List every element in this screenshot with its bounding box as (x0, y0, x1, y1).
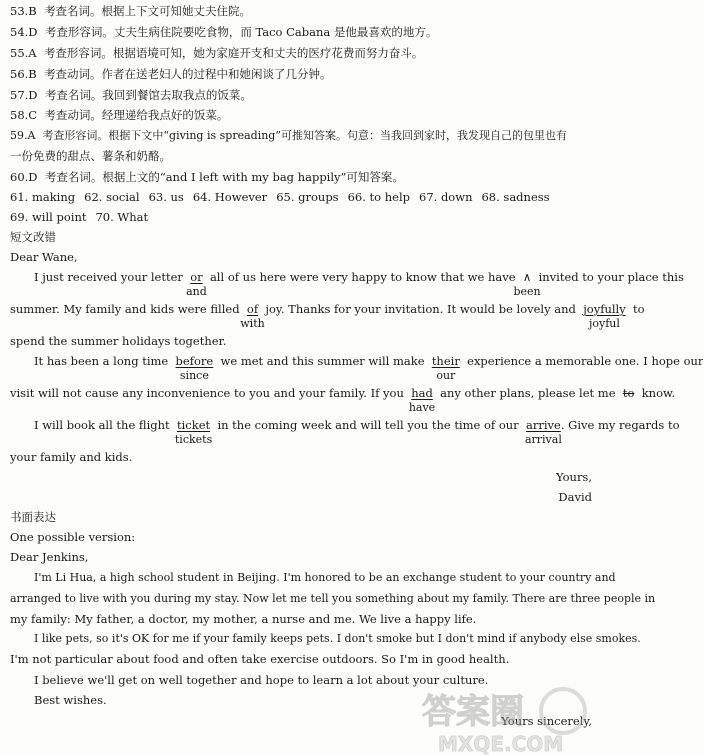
correction-their: their our (431, 354, 460, 382)
correction-closing: Yours, (556, 470, 592, 484)
correction-joyfully: joyfully joyful (583, 302, 626, 330)
correction-line-1: I just received your letter or and all of us here were very happy to know that we have ∧ been invited to your place this (34, 270, 684, 298)
correction-insert-been: ∧ been (513, 270, 541, 298)
correction-before: before since (175, 354, 214, 382)
answer-56: 56.B 考查动词。作者在送老妇人的过程中和她闲谈了几分钟。 (10, 67, 332, 81)
answer-59: 59.A 考查形容词。根据下文中“giving is spreading”可推知答案。句意：当我回到家时，我发现自己的包里也有 (10, 129, 567, 142)
writing-line-3: my family: My father, a doctor, my mother, a nurse and me. We live a happy life. (10, 612, 477, 626)
writing-line-1: I'm Li Hua, a high school student in Beijing. I'm honored to be an exchange student to your country and (34, 571, 616, 584)
watermark-sub: MXQE.COM (438, 732, 564, 755)
correction-line-4: It has been a long time before since we met and this summer will make their our experience a memorable one. I hope our (34, 354, 703, 382)
writing-line-2: arranged to live with you during my stay. Now let me tell you something about my family. There are three people in (10, 592, 656, 605)
writing-line-5: I'm not particular about food and often take exercise outdoors. So I'm in good health. (10, 652, 510, 666)
correction-line-5: visit will not cause any inconvenience to you and your family. If you had have any other plans, please let me to know. (10, 386, 676, 414)
correction-heading: 短文改错 (10, 230, 56, 244)
writing-salutation: Dear Jenkins, (10, 550, 89, 564)
correction-or: or and (186, 270, 207, 298)
correction-signature: David (558, 490, 592, 504)
writing-line-6: I believe we'll get on well together and hope to learn a lot about your culture. (34, 673, 489, 687)
answer-59-cont: 一份免费的甜点、薯条和奶酪。 (10, 149, 171, 163)
correction-line-7: your family and kids. (10, 450, 133, 464)
correction-arrive: arrive arrival (524, 418, 562, 446)
correction-line-3: spend the summer holidays together. (10, 334, 227, 348)
correction-line-2: summer. My family and kids were filled of with joy. Thanks for your invitation. It would be lovely and joyfully joyful to (10, 302, 645, 330)
answer-54: 54.D 考查形容词。丈夫生病住院要吃食物，而 Taco Cabana 是他最喜欢的地方。 (10, 25, 438, 39)
correction-delete-to: to (622, 386, 635, 400)
correction-had: had have (408, 386, 436, 414)
answer-60: 60.D 考查名词。根据上文的“and I left with my bag happily”可知答案。 (10, 170, 404, 184)
answer-57: 57.D 考查名词。我回到餐馆去取我点的饭菜。 (10, 88, 252, 102)
vocab-line-2: 69. will point 70. What (10, 210, 149, 224)
writing-closing: Yours sincerely, (501, 714, 592, 728)
correction-line-6: I will book all the flight ticket tickets in the coming week and will tell you the time of our arrive arrival . Give my regards to (34, 418, 680, 446)
writing-line-7: Best wishes. (34, 693, 107, 707)
answer-58: 58.C 考查动词。经理递给我点好的饭菜。 (10, 108, 229, 122)
correction-of: of with (240, 302, 265, 330)
answer-55: 55.A 考查形容词。根据语境可知，她为家庭开支和丈夫的医疗花费而努力奋斗。 (10, 46, 424, 60)
correction-ticket: ticket tickets (174, 418, 213, 446)
writing-heading: 书面表达 (10, 510, 56, 524)
answer-53: 53.B 考查名词。根据上下文可知她丈夫住院。 (10, 4, 252, 18)
vocab-line-1: 61. making 62. social 63. us 64. However 65. groups 66. to help 67. down 68. sadness (10, 190, 550, 204)
writing-line-4: I like pets, so it's OK for me if your family keeps pets. I don't smoke but I don't mind if anybody else smokes. (34, 632, 641, 645)
writing-version: One possible version: (10, 530, 136, 544)
watermark-text: 答案圈 (422, 692, 524, 732)
correction-salutation: Dear Wane, (10, 250, 78, 264)
watermark-logo (408, 683, 598, 755)
